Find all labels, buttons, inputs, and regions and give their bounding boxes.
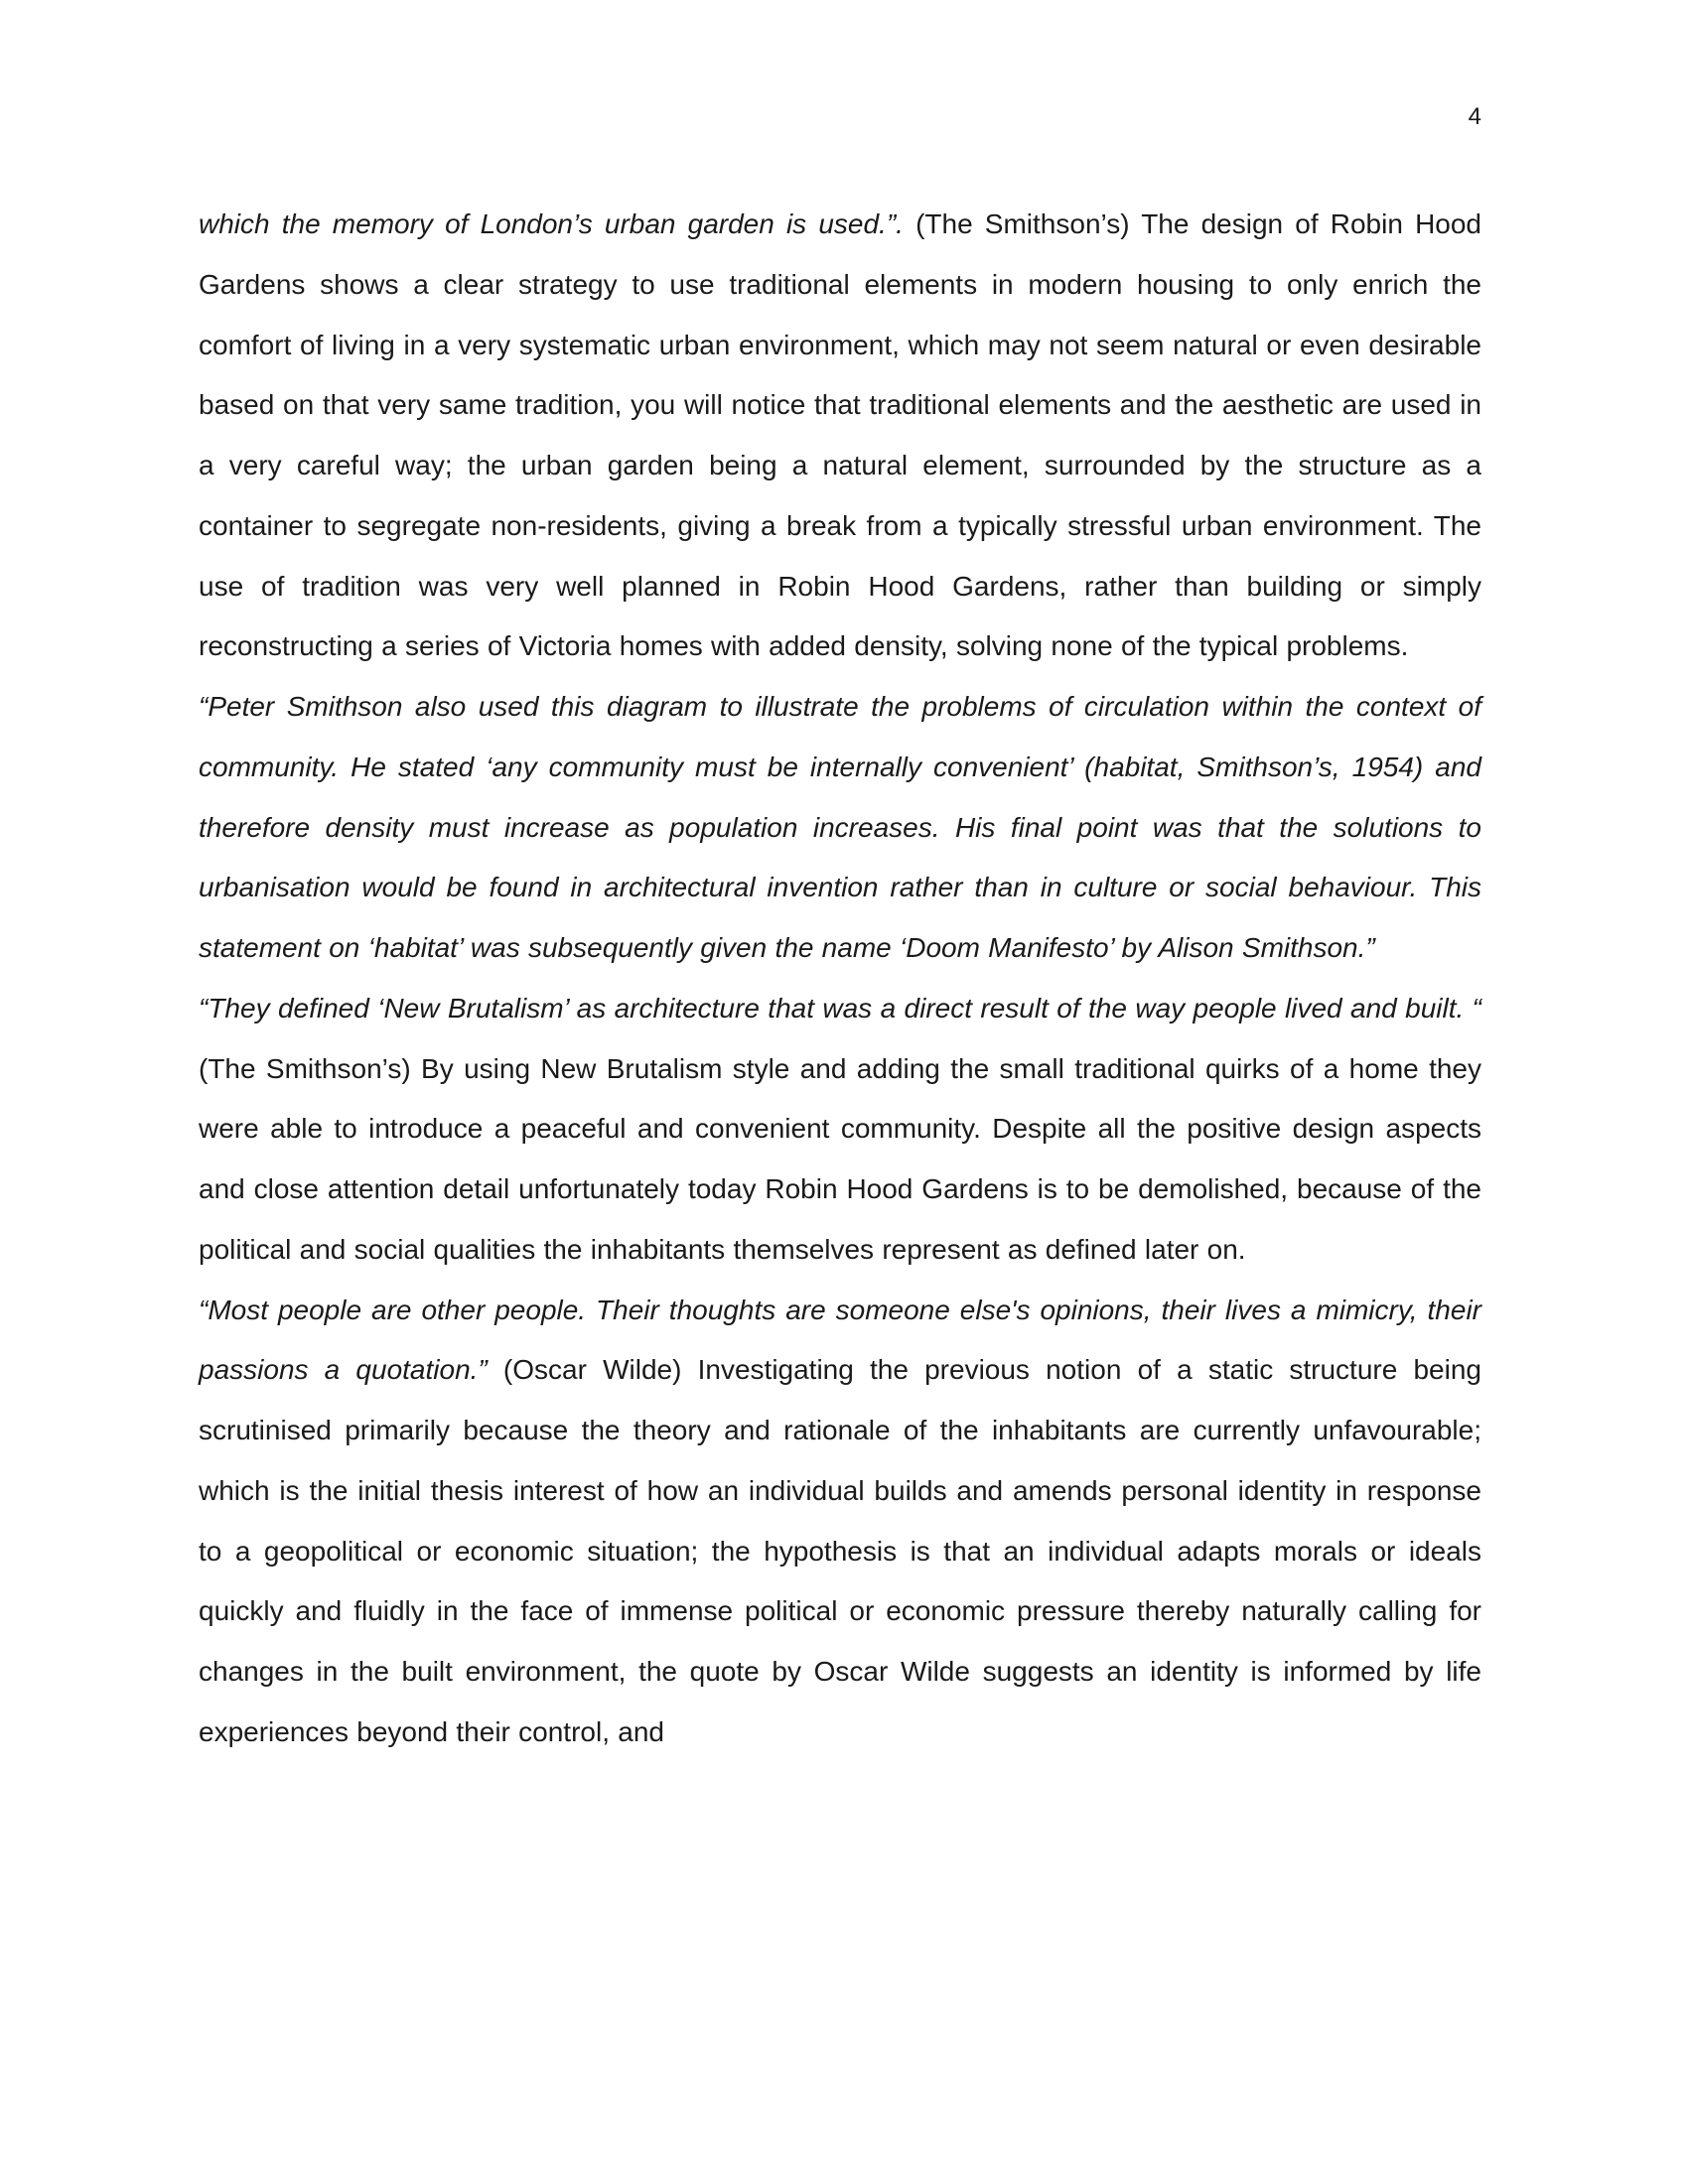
paragraph-3 (199, 979, 1481, 1281)
paragraph-1-text: (The Smithson’s) The design of Robin Hood Gardens shows a clear strategy to use traditional elements in modern housing to only enrich the comfort of living in a very systematic urban environment, which may not seem natural or even desirable based on that very same tradition, you will notice that traditional elements and the aesthetic are used in a very careful way; the urban garden being a natural element, surrounded by the structure as a container to segregate non-residents, giving a break from a typically stressful urban environment. The use of tradition was very well planned in Robin Hood Gardens, rather than building or simply reconstructing a series of Victoria homes with added density, solving none of the typical problems. (199, 208, 1482, 662)
paragraph-1-italic-quote: which the memory of London’s urban garden is used.”. (199, 208, 904, 239)
page-number: 4 (1468, 103, 1481, 130)
paragraph-4-text: (Oscar Wilde) Investigating the previous notion of a static structure being scrutinised primarily because the theory and rationale of the inhabitants are currently unfavourable; which is the initial thesis interest of how an individual builds and amends personal identity in response to a geopolitical or economic situation; the hypothesis is that an individual adapts morals or ideals quickly and fluidly in the face of immense political or economic pressure thereby naturally calling for changes in the built environment, the quote by Oscar Wilde suggests an identity is informed by life experiences beyond their control, and (199, 1354, 1481, 1747)
paragraph-4 (199, 1281, 1481, 1763)
paragraph-3-italic-quote: “They defined ‘New Brutalism’ as architecture that was a direct result of the way people lived and built. “ (199, 992, 1481, 1024)
body-text (199, 195, 1481, 1763)
paragraph-1 (199, 195, 1481, 677)
paragraph-3-text: (The Smithson’s) By using New Brutalism style and adding the small traditional quirks of a home they were able to introduce a peaceful and convenient community. Despite all the positive design aspects and close attention detail unfortunately today Robin Hood Gardens is to be demolished, because of the political and social qualities the inhabitants themselves represent as defined later on. (199, 1052, 1481, 1265)
paragraph-4-italic-quote: “Most people are other people. Their thoughts are someone else's opinions, their lives a mimicry, their passions a quotation.” (199, 1294, 1481, 1386)
paragraph-2 (199, 677, 1481, 979)
paragraph-2-italic-quote: “Peter Smithson also used this diagram to illustrate the problems of circulation within the context of community. He stated ‘any community must be internally convenient’ (habitat, Smithson’s, 1954) and therefore density must increase as population increases. His final point was that the solutions to urbanisation would be found in architectural invention rather than in culture or social behaviour. This statement on ‘habitat’ was subsequently given the name ‘Doom Manifesto’ by Alison Smithson.” (199, 691, 1481, 963)
